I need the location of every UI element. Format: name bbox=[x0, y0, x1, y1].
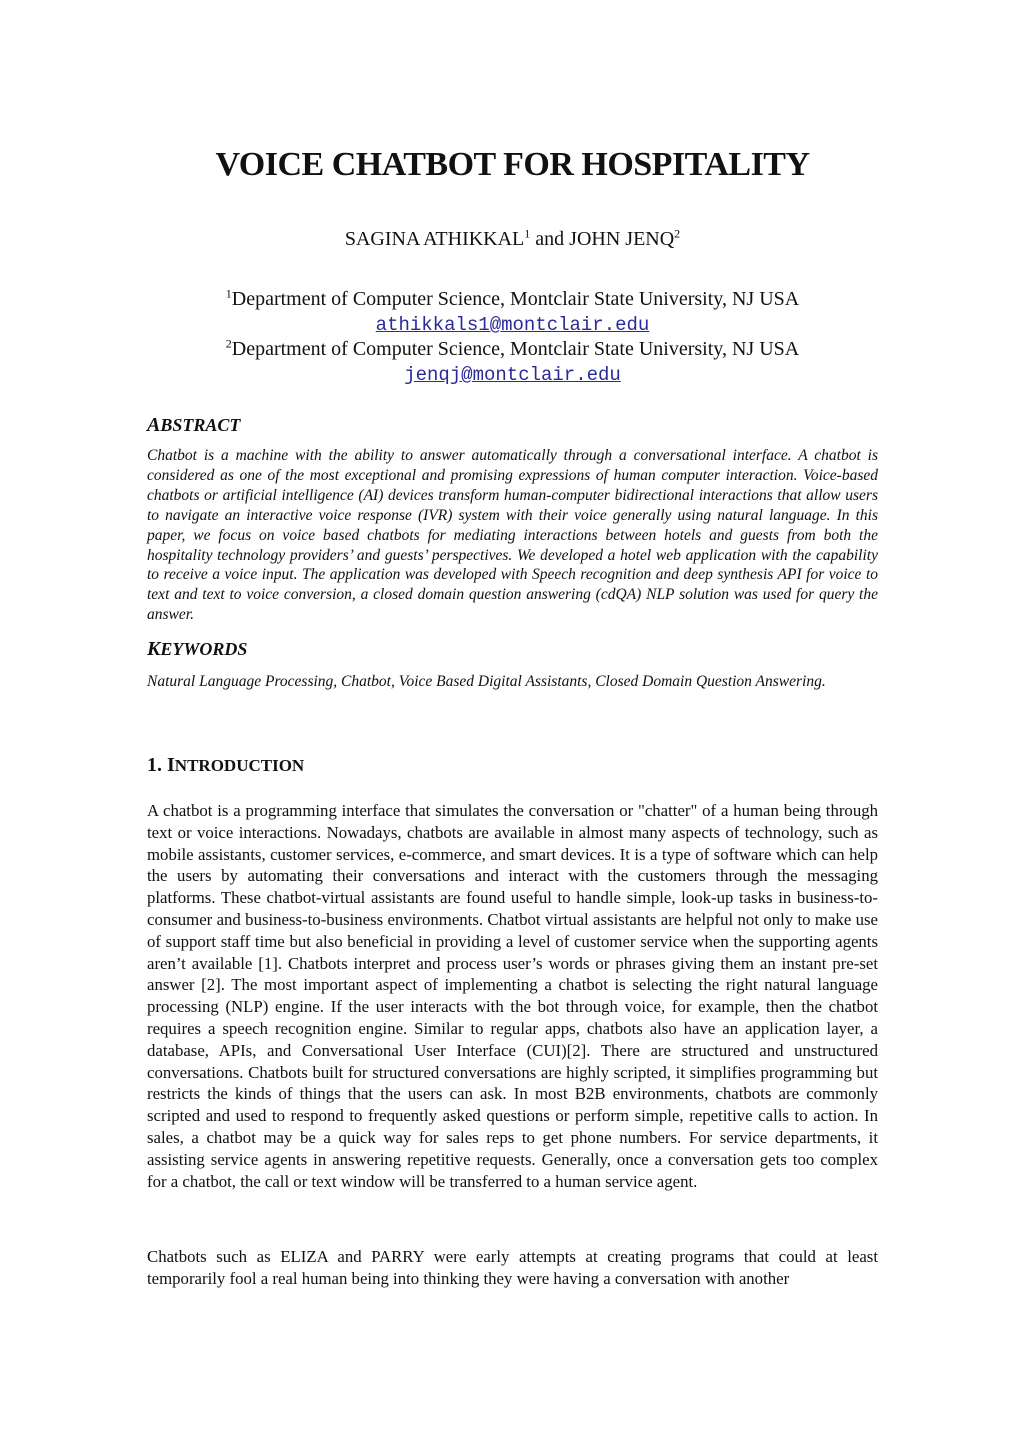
author-connector: and bbox=[530, 228, 570, 250]
intro-paragraph-1: A chatbot is a programming interface that simulates the conversation or "chatter" of a human being through text or voice interactions. Nowadays, chatbots are available in almost many aspects of technology, such as mobile assistants, customer services, e-commerce, and smart devices. It is a type of software which can help the users by automating their conversations and interact with the customers through the messaging platforms. These chatbot-virtual assistants are found useful to handle simple, look-up tasks in business-to-consumer and business-to-business environments. Chatbot virtual assistants are helpful not only to make use of support staff time but also beneficial in providing a level of customer service when the supporting agents aren’t available [1]. Chatbots interpret and process user’s words or phrases giving them an instant pre-set answer [2]. The most important aspect of implementing a chatbot is selecting the right natural language processing (NLP) engine. If the user interacts with the bot through voice, for example, then the chatbot requires a speech recognition engine. Similar to regular apps, chatbots also have an application layer, a database, APIs, and Conversational User Interface (CUI)[2]. There are structured and unstructured conversations. Chatbots built for structured conversations are highly scripted, it simplifies programming but restricts the kinds of things that the users can ask. In most B2B environments, chatbots are commonly scripted and used to respond to frequently asked questions or perform simple, repetitive calls to action. In sales, a chatbot may be a quick way for sales reps to get phone numbers. For service departments, it assisting service agents in answering repetitive requests. Generally, once a conversation gets too complex for a chatbot, the call or text window will be transferred to a human service agent. bbox=[147, 801, 878, 1191]
introduction-heading: 1. INTRODUCTION bbox=[147, 754, 305, 776]
affiliation-2-mark: 2 bbox=[225, 336, 232, 351]
email-link-2[interactable]: jenqj@montclair.edu bbox=[404, 364, 621, 386]
affiliation-2-text: Department of Computer Science, Montclair State University, NJ USA bbox=[231, 338, 800, 360]
author-2: JOHN JENQ bbox=[569, 228, 675, 250]
email-link-1[interactable]: athikkals1@montclair.edu bbox=[375, 314, 650, 336]
keywords-text: Natural Language Processing, Chatbot, Voice Based Digital Assistants, Closed Domain Question Answering. bbox=[147, 673, 826, 690]
author-1: SAGINA ATHIKKAL bbox=[344, 228, 525, 250]
affiliation-2 bbox=[147, 338, 878, 361]
keywords-heading: KEYWORDS bbox=[147, 638, 248, 660]
author-1-affiliation-mark: 1 bbox=[524, 226, 531, 241]
abstract-heading: ABSTRACT bbox=[147, 414, 241, 436]
author-line bbox=[147, 228, 878, 251]
affiliation-1-mark: 1 bbox=[225, 286, 232, 301]
author-2-affiliation-mark: 2 bbox=[674, 226, 681, 241]
paper-title: VOICE CHATBOT FOR HOSPITALITY bbox=[215, 146, 810, 183]
abstract-text: Chatbot is a machine with the ability to answer automatically through a conversational interface. A chatbot is considered as one of the most exceptional and promising expressions of human computer interaction. Voice-based chatbots or artificial intelligence (AI) devices transform human-computer bidirectional interactions that allow users to navigate an interactive voice response (IVR) system with their voice generally using natural language. In this paper, we focus on voice based chatbots for mediating interactions between hotels and guests from both the hospitality technology providers’ and guests’ perspectives. We developed a hotel web application with the capability to receive a voice input. The application was developed with Speech recognition and deep synthesis API for voice to text and text to voice conversion, a closed domain question answering (cdQA) NLP solution was used for query the answer. bbox=[147, 447, 878, 624]
affiliation-1-text: Department of Computer Science, Montclair State University, NJ USA bbox=[231, 288, 800, 310]
intro-paragraph-2: Chatbots such as ELIZA and PARRY were early attempts at creating programs that could at least temporarily fool a real human being into thinking they were having a conversation with another bbox=[147, 1247, 878, 1288]
affiliation-1 bbox=[147, 288, 878, 311]
affiliation-2-email-line bbox=[147, 363, 878, 386]
affiliation-1-email-line bbox=[147, 313, 878, 336]
